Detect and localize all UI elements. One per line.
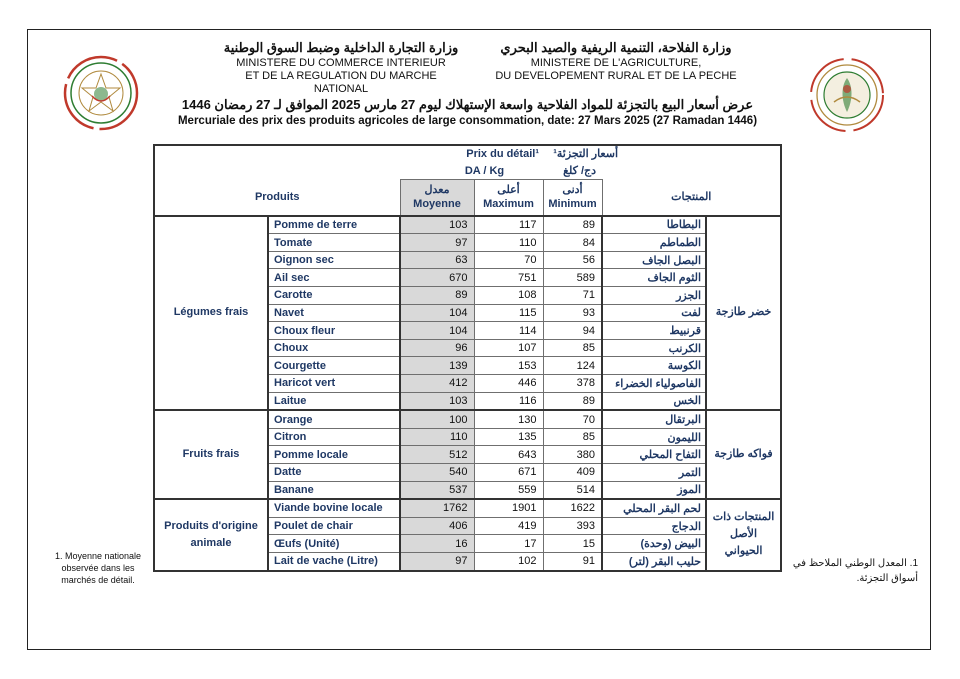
price-maximum: 102 (474, 552, 543, 570)
price-moyenne: 537 (400, 481, 474, 499)
header-unit-ar: دج/ كلغ (563, 164, 597, 177)
price-minimum: 1622 (543, 499, 602, 517)
price-maximum: 115 (474, 304, 543, 322)
footnote-arabic: 1. المعدل الوطني الملاحظ في أسواق التجزئة. (792, 558, 918, 584)
price-maximum: 671 (474, 464, 543, 482)
header-minimum (543, 180, 602, 216)
price-maximum: 70 (474, 251, 543, 269)
category-fr: Produits d'origine animale (154, 499, 268, 570)
ministry-commerce-ar: وزارة التجارة الداخلية وضبط السوق الوطنية (223, 40, 459, 55)
product-name-fr: Citron (268, 428, 400, 446)
product-name-fr: Ail sec (268, 269, 400, 287)
product-name-ar: حليب البقر (لتر) (602, 552, 706, 570)
product-name-ar: التمر (602, 464, 706, 482)
product-name-fr: Navet (268, 304, 400, 322)
price-table (153, 144, 782, 572)
ministry-agriculture-fr-2: DU DEVELOPEMENT RURAL ET DE LA PECHE (495, 70, 737, 82)
product-name-ar: الليمون (602, 428, 706, 446)
table-header-row-3 (154, 180, 781, 216)
product-name-ar: لحم البقر المحلي (602, 499, 706, 517)
price-moyenne: 512 (400, 446, 474, 464)
price-minimum: 124 (543, 357, 602, 375)
price-minimum: 94 (543, 322, 602, 340)
product-name-ar: لفت (602, 304, 706, 322)
product-name-ar: الكوسة (602, 357, 706, 375)
category-ar: فواكه طازجة (706, 410, 781, 499)
price-moyenne: 100 (400, 410, 474, 428)
category-fr: Fruits frais (154, 410, 268, 499)
ministry-commerce-logo (62, 54, 140, 132)
price-minimum: 91 (543, 552, 602, 570)
product-name-fr: Pomme de terre (268, 216, 400, 234)
price-moyenne: 540 (400, 464, 474, 482)
price-minimum: 589 (543, 269, 602, 287)
price-moyenne: 63 (400, 251, 474, 269)
product-name-ar: التفاح المحلي (602, 446, 706, 464)
product-name-ar: الفاصولياء الخضراء (602, 375, 706, 393)
product-name-ar: الدجاج (602, 517, 706, 535)
product-name-ar: البطاطا (602, 216, 706, 234)
price-moyenne: 96 (400, 339, 474, 357)
product-name-ar: الثوم الجاف (602, 269, 706, 287)
title-arabic: عرض أسعار البيع بالتجزئة للمواد الفلاحية واسعة الإستهلاك ليوم 27 مارس 2025 الموافق لـ 27 رمضان 1446 (181, 97, 754, 112)
category-ar: المنتجات ذات الأصل الحيواني (706, 499, 781, 570)
price-moyenne: 670 (400, 269, 474, 287)
price-moyenne: 103 (400, 216, 474, 234)
product-name-fr: Tomate (268, 234, 400, 252)
product-name-ar: الجزر (602, 287, 706, 305)
product-name-fr: Poulet de chair (268, 517, 400, 535)
table-header-row-2 (154, 163, 781, 180)
header-maximum-fr: Maximum (483, 198, 534, 211)
price-moyenne: 97 (400, 234, 474, 252)
price-minimum: 380 (543, 446, 602, 464)
header-produits-fr: Produits (154, 180, 400, 216)
header-maximum (474, 180, 543, 216)
product-name-fr: Banane (268, 481, 400, 499)
product-name-fr: Haricot vert (268, 375, 400, 393)
product-name-ar: الكرنب (602, 339, 706, 357)
header-right (484, 41, 748, 83)
price-maximum: 17 (474, 535, 543, 553)
price-minimum: 56 (543, 251, 602, 269)
price-maximum: 643 (474, 446, 543, 464)
price-moyenne: 104 (400, 322, 474, 340)
price-moyenne: 1762 (400, 499, 474, 517)
price-maximum: 135 (474, 428, 543, 446)
ministry-agriculture-logo (808, 56, 886, 134)
product-name-ar: الطماطم (602, 234, 706, 252)
price-moyenne: 110 (400, 428, 474, 446)
price-moyenne: 103 (400, 392, 474, 410)
price-maximum: 559 (474, 481, 543, 499)
header-moyenne-ar: معدل (424, 184, 450, 197)
price-minimum: 89 (543, 216, 602, 234)
product-name-fr: Oignon sec (268, 251, 400, 269)
product-name-fr: Viande bovine locale (268, 499, 400, 517)
table-header-row-1 (154, 145, 781, 163)
header-prix-fr: Prix du détail¹ (400, 145, 543, 163)
price-moyenne: 139 (400, 357, 474, 375)
price-maximum: 153 (474, 357, 543, 375)
ministry-agriculture-fr-1: MINISTERE DE L'AGRICULTURE, (530, 57, 702, 69)
product-name-ar: الخس (602, 392, 706, 410)
price-maximum: 107 (474, 339, 543, 357)
price-maximum: 116 (474, 392, 543, 410)
price-maximum: 130 (474, 410, 543, 428)
price-maximum: 1901 (474, 499, 543, 517)
header-prix-ar: أسعار التجزئة¹ (543, 145, 706, 163)
product-name-fr: Datte (268, 464, 400, 482)
header-produits-ar: المنتجات (602, 180, 781, 216)
product-name-ar: البصل الجاف (602, 251, 706, 269)
price-minimum: 89 (543, 392, 602, 410)
ministry-commerce-fr-2: ET DE LA REGULATION DU MARCHE NATIONAL (245, 70, 437, 95)
price-minimum: 85 (543, 428, 602, 446)
price-moyenne: 104 (400, 304, 474, 322)
table-row (154, 216, 781, 234)
product-name-fr: Courgette (268, 357, 400, 375)
product-name-fr: Laitue (268, 392, 400, 410)
price-minimum: 15 (543, 535, 602, 553)
price-moyenne: 406 (400, 517, 474, 535)
price-maximum: 114 (474, 322, 543, 340)
product-name-ar: الموز (602, 481, 706, 499)
price-minimum: 71 (543, 287, 602, 305)
table-row (154, 499, 781, 517)
price-maximum: 110 (474, 234, 543, 252)
product-name-ar: البرتقال (602, 410, 706, 428)
product-name-fr: Carotte (268, 287, 400, 305)
price-minimum: 93 (543, 304, 602, 322)
ministry-commerce-fr-1: MINISTERE DU COMMERCE INTERIEUR (236, 57, 446, 69)
product-name-fr: Lait de vache (Litre) (268, 552, 400, 570)
product-name-ar: البيض (وحدة) (602, 535, 706, 553)
header-minimum-fr: Minimum (548, 198, 597, 211)
header-unit-fr: DA / Kg (464, 164, 505, 177)
product-name-fr: Œufs (Unité) (268, 535, 400, 553)
header-left (222, 41, 460, 96)
ministry-agriculture-ar: وزارة الفلاحة، التنمية الريفية والصيد البحري (500, 40, 732, 55)
category-fr: Légumes frais (154, 216, 268, 411)
price-minimum: 514 (543, 481, 602, 499)
price-moyenne: 16 (400, 535, 474, 553)
price-minimum: 84 (543, 234, 602, 252)
price-moyenne: 412 (400, 375, 474, 393)
price-minimum: 393 (543, 517, 602, 535)
price-maximum: 419 (474, 517, 543, 535)
price-moyenne: 89 (400, 287, 474, 305)
title-french: Mercuriale des prix des produits agricoles de large consommation, date: 27 Mars 2025 (27 Ramadan 1446) (177, 115, 758, 127)
price-minimum: 378 (543, 375, 602, 393)
price-minimum: 85 (543, 339, 602, 357)
price-maximum: 751 (474, 269, 543, 287)
price-maximum: 117 (474, 216, 543, 234)
product-name-fr: Choux fleur (268, 322, 400, 340)
price-moyenne: 97 (400, 552, 474, 570)
header-moyenne-fr: Moyenne (413, 198, 461, 211)
product-name-fr: Pomme locale (268, 446, 400, 464)
header-maximum-ar: أعلى (497, 184, 520, 197)
product-name-ar: قرنبيط (602, 322, 706, 340)
price-minimum: 70 (543, 410, 602, 428)
header-moyenne (400, 180, 474, 216)
footnote-french: 1. Moyenne nationale observée dans les marchés de détail. (54, 551, 142, 585)
product-name-fr: Orange (268, 410, 400, 428)
product-name-fr: Choux (268, 339, 400, 357)
price-minimum: 409 (543, 464, 602, 482)
price-maximum: 446 (474, 375, 543, 393)
category-ar: خضر طازجة (706, 216, 781, 411)
header-minimum-ar: أدنى (562, 184, 583, 197)
table-row (154, 410, 781, 428)
price-maximum: 108 (474, 287, 543, 305)
